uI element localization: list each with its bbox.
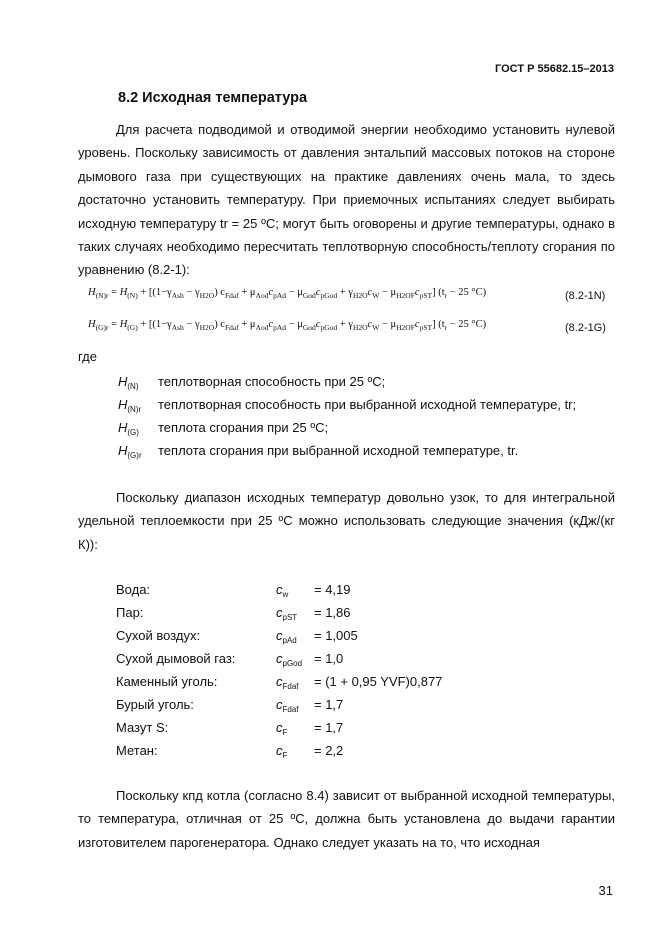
equation-number: (8.2-1N): [565, 290, 606, 302]
equation-8-2-1g: $H_{(G)r} = H_{(G)} + [(1-\gamma_{Ash} - \gamma_{H2O}) c_{Fdaf} + \mu_{Aod}c_{pAd} - \mu_{God}c_{pGod} + \gamma_{H2O}c_W - \mu_{H2OF}c_{pST}] (t_r - 25$ °C): [88, 319, 487, 332]
eq-lhs: H: [88, 287, 96, 298]
paragraph-boiler-efficiency: Поскольку кпд котла (согласно 8.4) зависит от выбранной исходной температуры, то температура, отличная от 25 ºС, должна быть установлена до выдачи гарантии изготовителем парогенератора. Однако следует указать на то, что исходная: [78, 788, 615, 850]
definition-symbol: $H_{(G)}$: [118, 420, 139, 437]
definition-symbol: $H_{(N)r}$: [118, 397, 142, 414]
document-code: ГОСТ Р 55682.15–2013: [495, 63, 614, 75]
definition-symbol: $H_{(N)}$: [118, 374, 139, 391]
where-label: где: [78, 349, 97, 364]
definition-text: теплотворная способность при 25 ºС;: [158, 374, 386, 389]
equation-number: (8.2-1G): [565, 322, 606, 334]
definition-text: теплота сгорания при выбранной исходной температуре, tr.: [158, 443, 519, 458]
paragraph-intro: Для расчета подводимой и отводимой энергии необходимо установить нулевой уровень. Поскольку зависимость от давления энтальпий массовых потоков на стороне дымового газа при существующих на практике давлениях очень мала, то здесь достаточно установить температуру. При приемочных испытаниях следует выбирать исходную температуру tr = 25 ºС; могут быть оговорены и другие температуры, однако в таких случаях необходимо пересчитать теплотворную способность/теплоту сгорания по уравнению (8.2-1):: [78, 122, 615, 278]
paragraph-heat-capacity: Поскольку диапазон исходных температур довольно узок, то для интегральной удельной теплоемкости при 25 ºС можно использовать следующие значения (кДж/(кг К)):: [78, 490, 615, 552]
definition-symbol: $H_{(G)r}$: [118, 443, 142, 460]
definition-text: теплота сгорания при 25 ºС;: [158, 420, 329, 435]
equation-8-2-1n: $H_{(N)r} = H_{(N)} + [(1-\gamma_{Ash} - \gamma_{H2O}) c_{Fdaf} + \mu_{Aod}c_{pAd} - \mu_{God}c_{pGod} + \gamma_{H2O}c_W - \mu_{H2OF}c_{pST}] (t_r - 25$ °C): [88, 287, 487, 300]
definition-text: теплотворная способность при выбранной исходной температуре, tr;: [158, 397, 577, 412]
page-number: 31: [598, 883, 613, 898]
section-heading: 8.2 Исходная температура: [118, 90, 308, 106]
